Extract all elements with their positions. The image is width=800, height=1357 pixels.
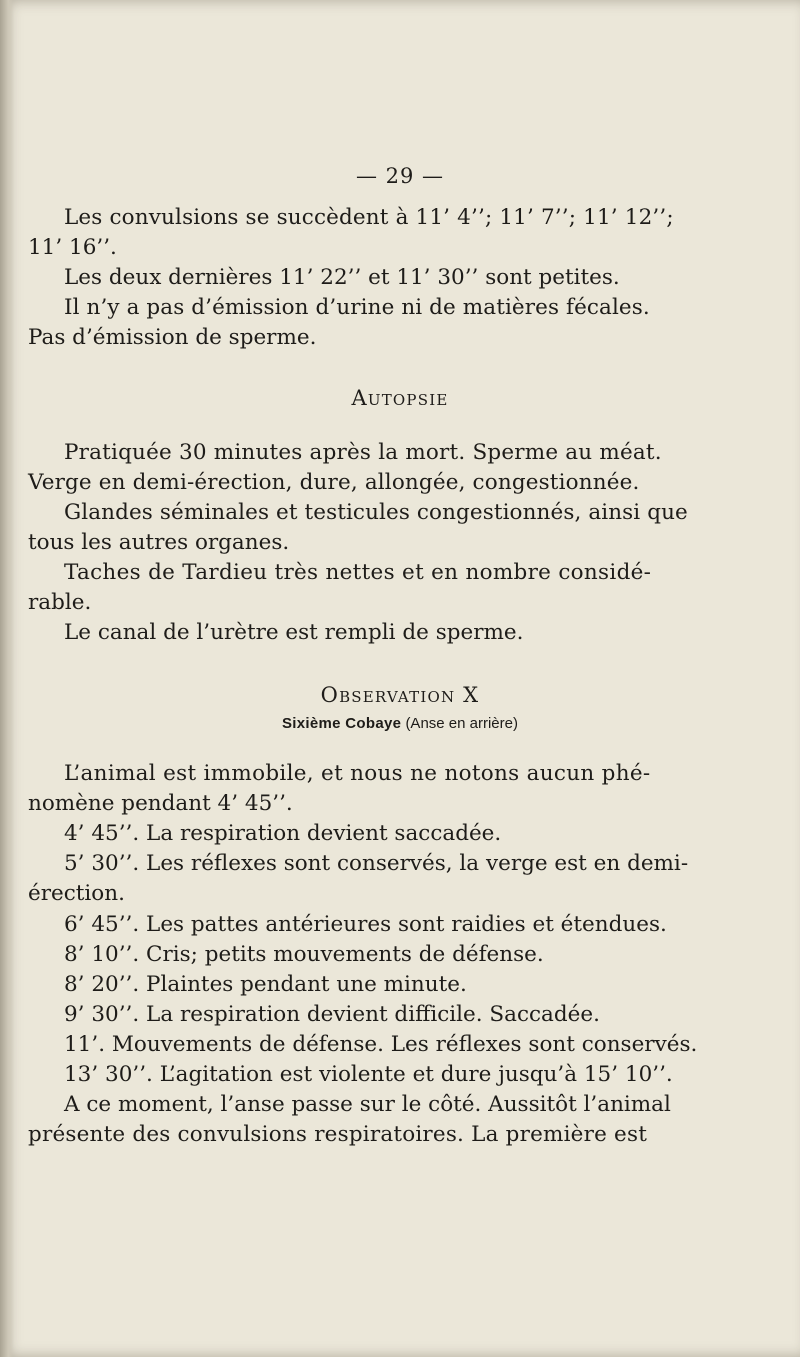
text-line: nomène pendant 4’ 45’’.: [28, 791, 293, 816]
text-line: 11’. Mouvements de défense. Les réflexes sont conservés.: [64, 1032, 698, 1057]
text-line: A ce moment, l’anse passe sur le côté. Aussitôt l’animal: [64, 1092, 671, 1117]
section-heading-autopsie: Autopsie: [351, 386, 449, 410]
text-line: 4’ 45’’. La respiration devient saccadée.: [64, 821, 502, 846]
text-line: Taches de Tardieu très nettes et en nombre considé-: [64, 560, 652, 585]
text-line: Les convulsions se succèdent à 11’ 4’’; 11’ 7’’; 11’ 12’’;: [64, 205, 674, 230]
text-line: rable.: [28, 590, 92, 615]
text-line: Pratiquée 30 minutes après la mort. Sperme au méat.: [64, 440, 662, 465]
text-line: 11’ 16’’.: [28, 235, 117, 260]
subheading-note: (Anse en arrière): [405, 715, 518, 732]
text-line: 13’ 30’’. L’agitation est violente et dure jusqu’à 15’ 10’’.: [64, 1062, 673, 1087]
page-number: — 29 —: [355, 164, 445, 188]
text-line: Pas d’émission de sperme.: [28, 325, 317, 350]
text-line: présente des convulsions respiratoires. La première est: [28, 1122, 648, 1147]
text-line: 5’ 30’’. Les réflexes sont conservés, la verge est en demi-: [64, 851, 689, 876]
text-line: L’animal est immobile, et nous ne notons aucun phé-: [64, 761, 651, 786]
text-line: tous les autres organes.: [28, 530, 290, 555]
text-line: Verge en demi-érection, dure, allongée, congestionnée.: [28, 470, 640, 495]
text-line: 8’ 10’’. Cris; petits mouvements de défense.: [64, 942, 544, 967]
subheading-subject: Sixième Cobaye: [282, 715, 402, 732]
text-line: 6’ 45’’. Les pattes antérieures sont raidies et étendues.: [64, 912, 667, 937]
text-line: Glandes séminales et testicules congestionnés, ainsi que: [64, 500, 688, 525]
text-line: Le canal de l’urètre est rempli de sperme.: [64, 620, 524, 645]
text-line: 8’ 20’’. Plaintes pendant une minute.: [64, 972, 467, 997]
text-line: Il n’y a pas d’émission d’urine ni de matières fécales.: [64, 295, 650, 320]
text-line: érection.: [28, 881, 125, 906]
observation-subheading: [0, 713, 800, 735]
text-line: Les deux dernières 11’ 22’’ et 11’ 30’’ sont petites.: [64, 265, 620, 290]
text-line: 9’ 30’’. La respiration devient difficile. Saccadée.: [64, 1002, 600, 1027]
page-gutter-shadow: [0, 0, 14, 1357]
section-heading-observation: Observation X: [320, 683, 480, 707]
